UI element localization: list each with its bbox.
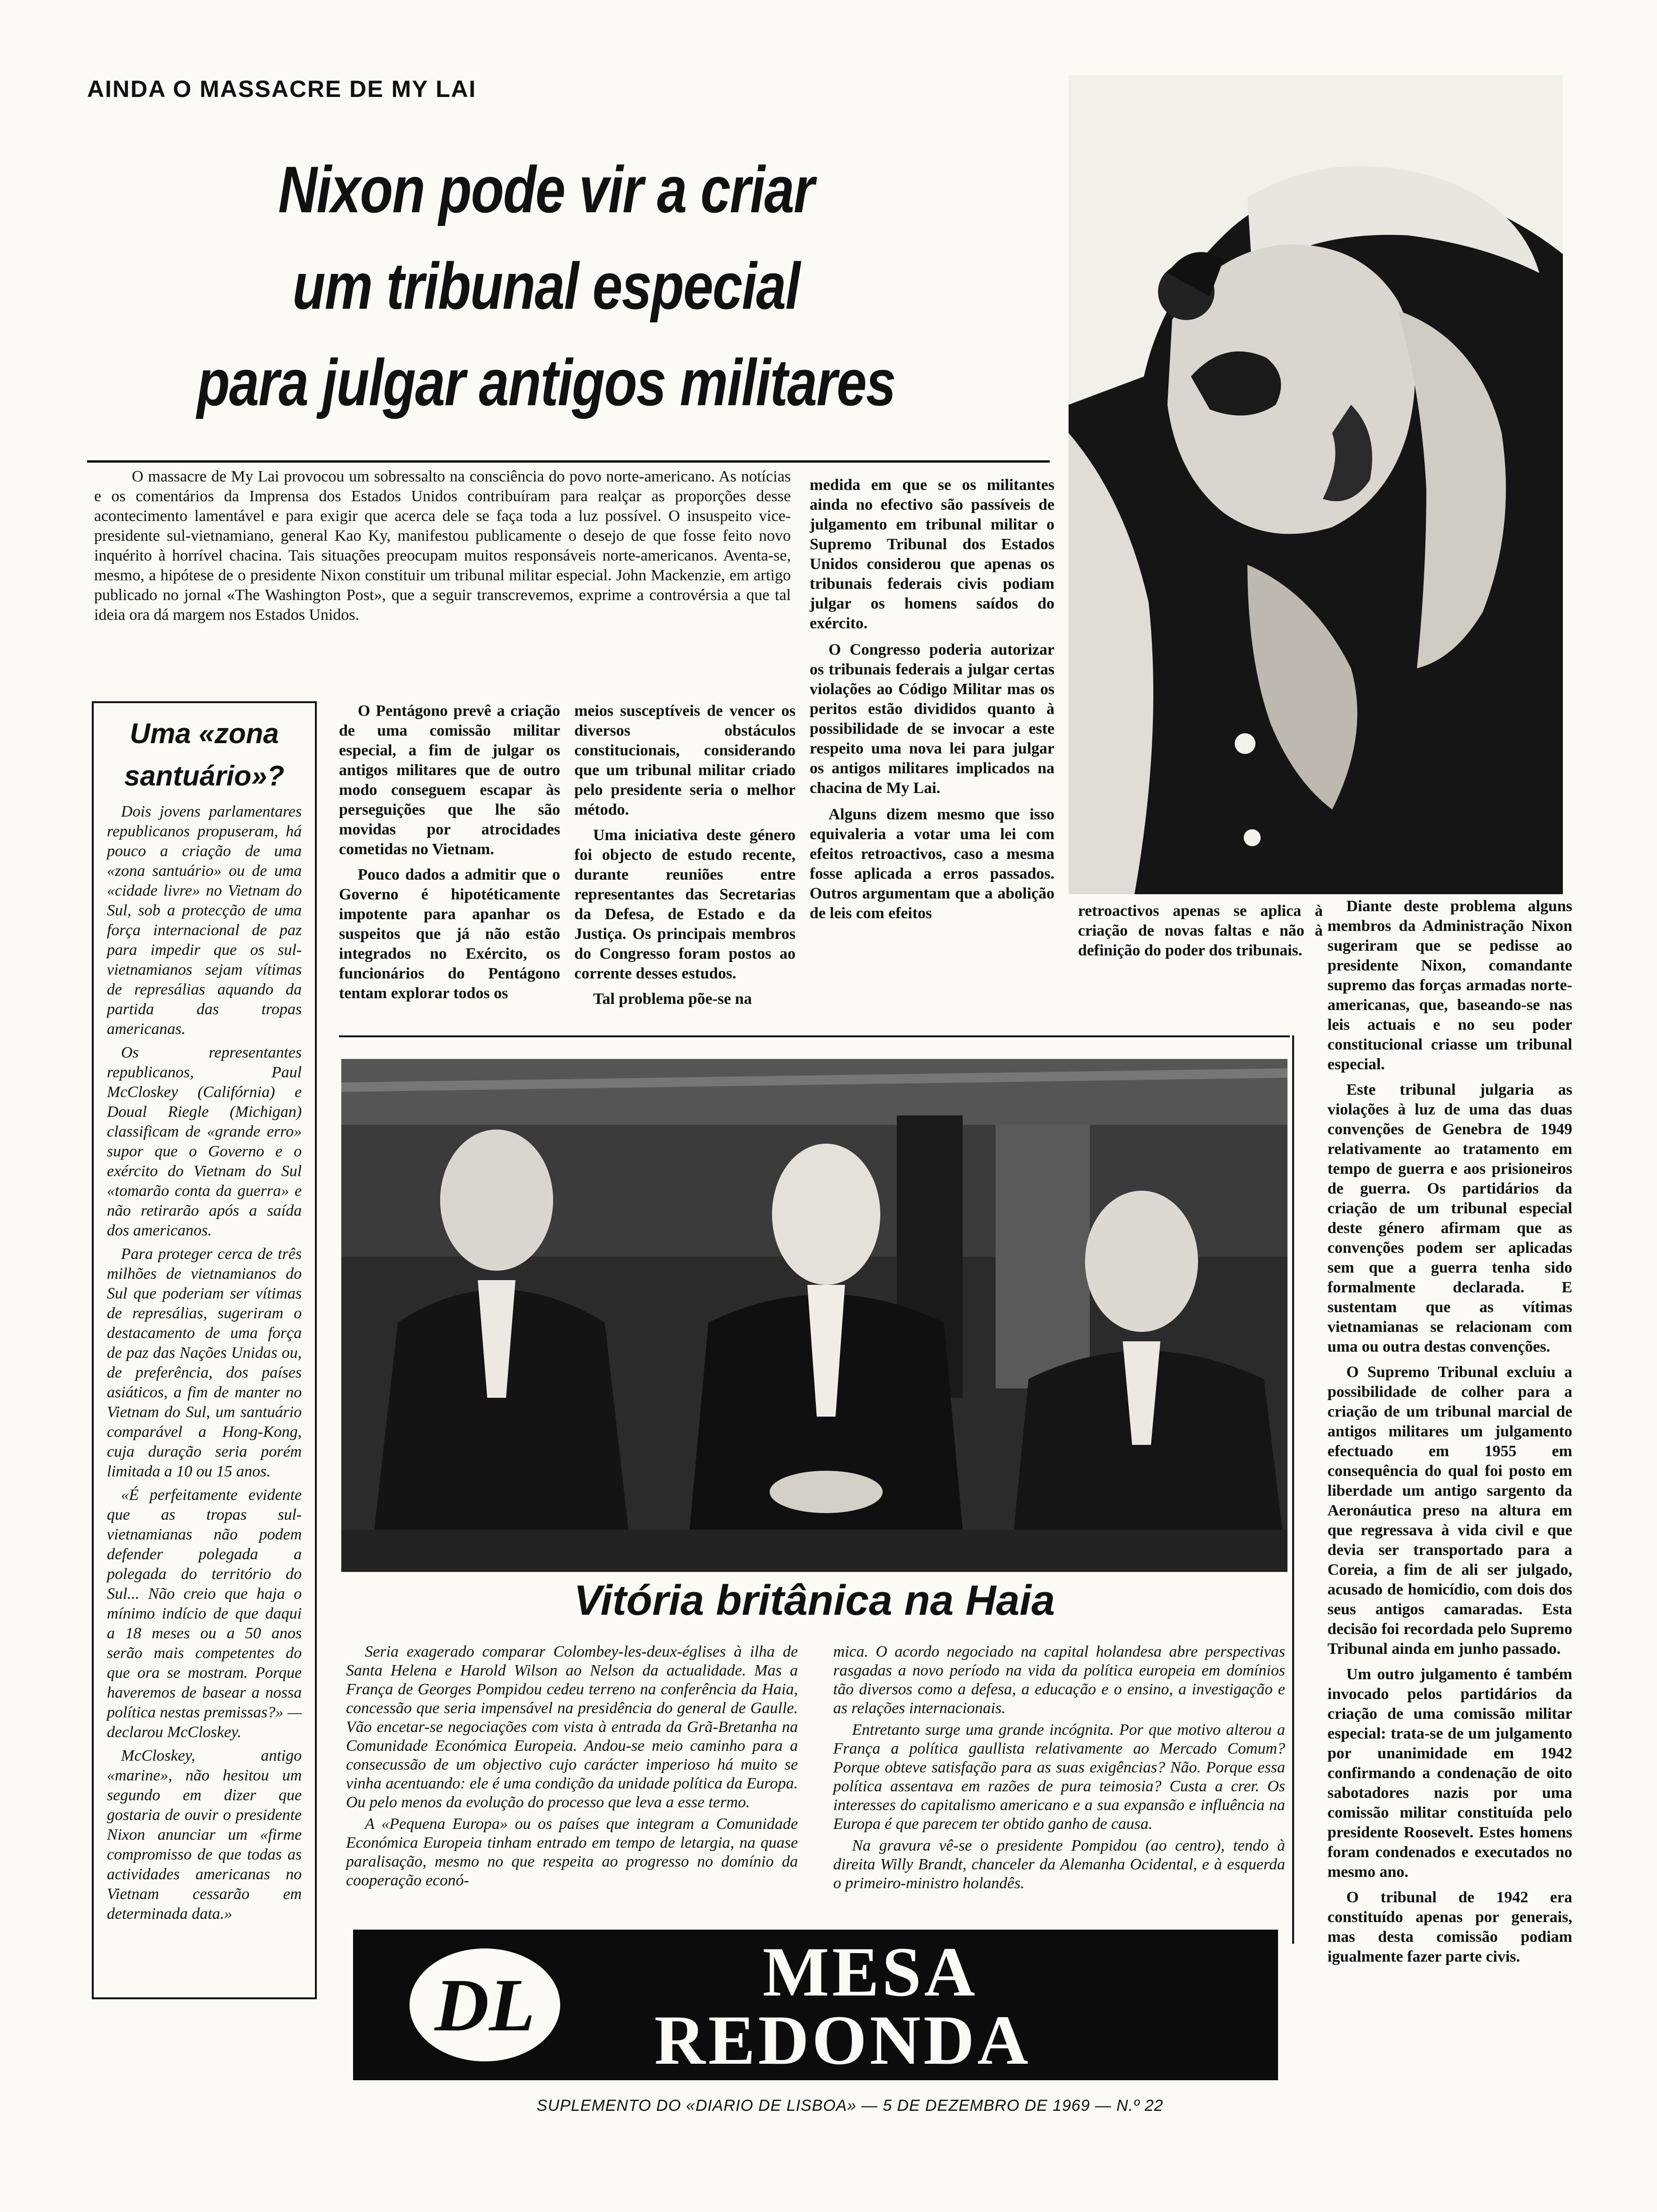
second-story-left-column: [346, 1643, 798, 1890]
lead-paragraph: O massacre de My Lai provocou um sobressalto na consciência do povo norte-americano. As notícias e os comentários da Imprensa dos Estados Unidos contribuíram para realçar as proporções desse acontecimento lamentável e para exigir que acerca dele se faça toda a luz possível. O insuspeito vice-presidente sul-vietnamiano, general Kao Ky, manifestou publicamente o desejo de que fosse feito novo inquérito à horrível chacina. Tais situações preocupam muitos responsáveis norte-americanos. Aventa-se, mesmo, a hipótese de o presidente Nixon constituir um tribunal militar especial. John Mackenzie, em artigo publicado no jornal «The Washington Post», que a seguir transcrevemos, exprime a controvérsia a que tal ideia ora dá margem nos Estados Unidos.: [94, 468, 791, 624]
article-col2-p3: Tal problema põe-se na: [593, 990, 752, 1008]
sidebar-title-line-2: santuário»?: [124, 760, 285, 792]
mesa-redonda-banner: [353, 1930, 1278, 2080]
article-column-3: [810, 475, 1054, 923]
article-column-2: [574, 701, 796, 1009]
sidebar-p1: Dois jovens parlamentares republicanos propuseram, há pouco a criação de uma «zona santuário» ou de uma «cidade livre» no Vietnam do Sul, sob a protecção de uma força internacional de paz para impedir que os sul-vietnamianos sejam vítimas de represálias aquando da partida das tropas americanas.: [107, 803, 302, 1038]
headline: [160, 141, 932, 431]
second-right-p3: Na gravura vê-se o presidente Pompidou (ao centro), tendo à direita Willy Brandt, chanceler da Alemanha Ocidental, e à esquerda o primeiro-ministro holandês.: [833, 1837, 1285, 1892]
article-col5-p4: Um outro julgamento é também invocado pelos partidários da criação de uma comissão militar especial: trata-se de um julgamento por unanimidade em 1942 confirmando a condenação de oito sabotadores nazis por uma comissão militar constituída pelo presidente Roosevelt. Estes homens foram condenados e executados no mesmo ano.: [1327, 1666, 1572, 1881]
article-col5-p3: O Supremo Tribunal excluiu a possibilidade de colher para a criação de um tribunal marcial de antigos militares um julgamento efectuado em 1955 em consequência do qual foi posto em liberdade um antigo sargento da Aeronáutica preso na altura em que regressava à vida civil e que devia ser transportado para a Coreia, a fim de ali ser julgado, acusado de homicídio, com dois dos seus antigos camaradas. Esta decisão foi recordada pelo Supremo Tribunal ainda em junho passado.: [1327, 1363, 1572, 1658]
article-col3-p3: Alguns dizem mesmo que isso equivaleria a votar uma lei com efeitos retroactivos, caso a mesma fosse aplicada a erros passados. Outros argumentam que a abolição de leis com efeitos: [810, 806, 1054, 922]
article-col3-p1: medida em que se os militantes ainda no efectivo são passíveis de julgamento em tribunal militar o Supremo Tribunal dos Estados Unidos considerou que apenas os tribunais federais civis podiam julgar os homens saídos do exército.: [810, 476, 1054, 632]
sidebar-p3: Para proteger cerca de três milhões de vietnamianos do Sul que poderiam ser vítimas de represálias, sugeriram o destacamento de uma força de paz das Nações Unidas ou, de preferência, dos países asiáticos, a fim de manter no Vietnam do Sul, um santuário comparável a Hong-Kong, cuja duração seria porém limitada a 10 ou 15 anos.: [107, 1245, 302, 1480]
banner-line-2: REDONDA: [654, 2001, 1031, 2079]
second-left-p1: Seria exagerado comparar Colombey-les-deux-églises à ilha de Santa Helena e Harold Wilson ao Nelson da actualidade. Mas a França de Georges Pompidou cedeu terreno na conferência da Haia, concessão que seria impensável na presidência do general de Gaulle. Vão encetar-se negociações com vista à entrada da Grã-Bretanha na Comunidade Económica Europeia. Andou-se meio caminho para a consecussão de um objectivo cujo carácter imperioso há muito se vinha acentuando: ele é uma condição da unidade política da Europa. Ou pelo menos da evolução do processo que leva a esse termo.: [346, 1643, 798, 1811]
soldier-photo-graphic: [1069, 75, 1563, 894]
article-col5-p1: Diante deste problema alguns membros da Administração Nixon sugeriram que se pedisse ao presidente Nixon, comandante supremo das forças armadas norte-americanas, que, baseando-se nas leis actuais e no seu poder constitucional criasse um tribunal especial.: [1327, 898, 1572, 1073]
sidebar-p4: «É perfeitamente evidente que as tropas sul-vietnamianas não podem defender polegada a polegada do território do Sul... Não creio que haja o mínimo indício de que daqui a 18 meses ou a 50 anos serão mais competentes do que ora se mostram. Porque haveremos de basear a nossa política nestas premissas?» — declarou McCloskey.: [107, 1486, 302, 1741]
lead-rule: [87, 460, 1050, 463]
headline-line-3: para julgar antigos militares: [197, 345, 895, 419]
sidebar-p5: McCloskey, antigo «marine», não hesitou um segundo em dizer que gostaria de ouvir o presidente Nixon anunciar um «firme compromisso de que todas as actividades americanas no Vietnam cessarão em determinada data.»: [107, 1747, 302, 1923]
dl-logo: DL: [410, 1948, 560, 2061]
story-divider-rule: [339, 1035, 1290, 1037]
article-col1-p1: O Pentágono prevê a criação de uma comissão militar especial, a fim de julgar os antigos militares que de outro modo conseguem escapar às perseguições que lhe são movidas por atrocidades cometidas no Vietnam.: [339, 702, 560, 858]
article-column-1: [339, 701, 560, 1003]
sidebar-body: [94, 797, 315, 1924]
leaders-photo-graphic: [341, 1059, 1287, 1572]
sidebar-title-line-1: Uma «zona: [129, 718, 279, 749]
article-col5-p2: Este tribunal julgaria as violações à luz de uma das duas convenções de Genebra de 1949 relativamente ao tratamento em tempo de guerra e aos prisioneiros de guerra. Os partidários da criação de um tribunal especial deste género afirmam que as convenções podem ser aplicadas sem que a guerra tenha sido formalmente declarada. E sustentam que as vítimas vietnamianas se relacionam com uma ou outra destas convenções.: [1327, 1081, 1572, 1355]
sidebar-title: [94, 713, 315, 797]
article-col2-p2: Uma iniciativa deste género foi objecto de estudo recente, durante reuniões entre representantes das Secretarias da Defesa, de Estado e da Justiça. Os principais membros do Congresso foram postos ao corrente desses estudos.: [574, 826, 796, 982]
second-story-title: Vitória britânica na Haia: [574, 1577, 1055, 1624]
sidebar-p2: Os representantes republicanos, Paul McCloskey (Califórnia) e Doual Riegle (Michigan) classificam de «grande erro» supor que o Governo e o exército do Vietnam do Sul «tomarão conta da guerra» e não retirarão após a saída dos americanos.: [107, 1044, 302, 1239]
headline-line-2: um tribunal especial: [292, 249, 800, 323]
article-column-4: retroactivos apenas se aplica à criação de novas faltas e não à definição do poder dos tribunais.: [1078, 902, 1323, 959]
leaders-photo: [341, 1059, 1287, 1572]
headline-line-1: Nixon pode vir a criar: [278, 152, 814, 226]
second-right-p2: Entretanto surge uma grande incógnita. Por que motivo alterou a França a política gaullista relativamente ao Mercado Comum? Porque obteve satisfação para as suas exigências? Não. Porque essa política assentava em razões de pura teimosia? Custa a crer. Os interesses do capitalismo americano e a sua expansão e influência na Europa é que parecem ter obtido ganho de causa.: [833, 1721, 1285, 1833]
kicker: AINDA O MASSACRE DE MY LAI: [87, 76, 477, 102]
column-divider-rule: [1292, 1035, 1294, 1944]
second-right-p1: mica. O acordo negociado na capital holandesa abre perspectivas rasgadas a novo período na vida da política europeia em domínios tão diversos como a defesa, a educação e o ensino, a investigação e as relações internacionais.: [833, 1643, 1285, 1717]
article-column-5: [1327, 897, 1572, 1967]
footer-folio: SUPLEMENTO DO «DIARIO DE LISBOA» — 5 DE DEZEMBRO DE 1969 — N.º 22: [537, 2097, 1164, 2115]
article-col1-p2: Pouco dados a admitir que o Governo é hipotéticamente impotente para apanhar os suspeitos que já não estão integrados no Exército, os funcionários do Pentágono tentam explorar todos os: [339, 866, 560, 1002]
sidebar-box: [92, 701, 317, 1999]
article-col5-p5: O tribunal de 1942 era constituído apenas por generais, mas desta comissão podiam igualmente fazer parte civis.: [1327, 1889, 1572, 1965]
second-left-p2: A «Pequena Europa» ou os países que integram a Comunidade Económica Europeia tinham entrado em tempo de letargia, na quase paralisação, mesmo no que respeita ao progresso no domínio da cooperação econó-: [346, 1815, 798, 1889]
soldier-photo: [1069, 75, 1563, 894]
article-col3-p2: O Congresso poderia autorizar os tribunais federais a julgar certas violações ao Código Militar mas os peritos estão divididos quanto à possibilidade de se invocar a este respeito uma nova lei para julgar os antigos militares implicados na chacina de My Lai.: [810, 641, 1054, 797]
banner-line-1: MESA: [763, 1933, 978, 2011]
second-story-right-column: [833, 1643, 1285, 1893]
article-col2-p1: meios susceptíveis de vencer os diversos obstáculos constitucionais, considerando que um tribunal militar criado pelo presidente seria o melhor método.: [574, 702, 796, 818]
